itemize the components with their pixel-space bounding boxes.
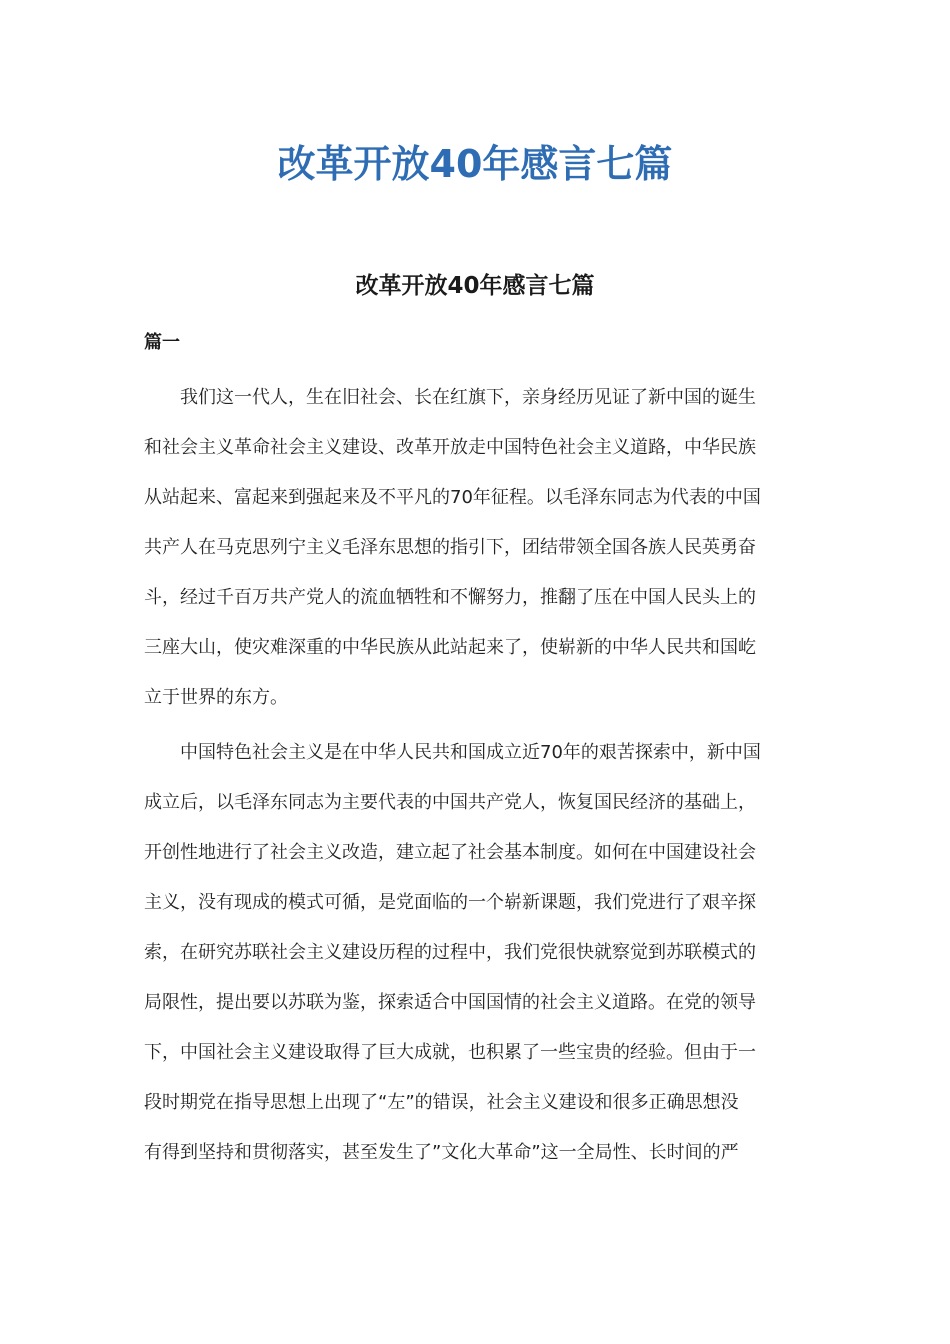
paragraph-line: 斗，经过千百万共产党人的流血牺牲和不懈努力，推翻了压在中国人民头上的 [144, 587, 756, 608]
paragraph-line: 我们这一代人，生在旧社会、长在红旗下，亲身经历见证了新中国的诞生 [144, 387, 756, 408]
paragraph-line: 从站起来、富起来到强起来及不平凡的70年征程。以毛泽东同志为代表的中国 [144, 487, 761, 508]
paragraph-line: 立于世界的东方。 [144, 687, 288, 708]
paragraph-line: 三座大山，使灾难深重的中华民族从此站起来了，使崭新的中华人民共和国屹 [144, 637, 756, 658]
paragraph-line: 中国特色社会主义是在中华人民共和国成立近70年的艰苦探索中，新中国 [144, 742, 761, 763]
paragraph-1 [144, 373, 806, 723]
section-label: 篇一 [144, 332, 180, 353]
main-title: 改革开放40年感言七篇 [277, 142, 673, 186]
paragraph-line: 下，中国社会主义建设取得了巨大成就，也积累了一些宝贵的经验。但由于一 [144, 1042, 756, 1063]
paragraph-line: 索，在研究苏联社会主义建设历程的过程中，我们党很快就察觉到苏联模式的 [144, 942, 756, 963]
paragraph-line: 主义，没有现成的模式可循，是党面临的一个崭新课题，我们党进行了艰辛探 [144, 892, 756, 913]
paragraph-line: 成立后，以毛泽东同志为主要代表的中国共产党人，恢复国民经济的基础上， [144, 792, 756, 813]
paragraph-line: 开创性地进行了社会主义改造，建立起了社会基本制度。如何在中国建设社会 [144, 842, 756, 863]
sub-title: 改革开放40年感言七篇 [355, 273, 595, 299]
paragraph-2 [144, 728, 806, 1178]
paragraph-line: 共产人在马克思列宁主义毛泽东思想的指引下，团结带领全国各族人民英勇奋 [144, 537, 756, 558]
paragraph-line: 段时期党在指导思想上出现了“左”的错误，社会主义建设和很多正确思想没 [144, 1092, 739, 1113]
paragraph-line: 和社会主义革命社会主义建设、改革开放走中国特色社会主义道路，中华民族 [144, 437, 756, 458]
paragraph-line: 有得到坚持和贯彻落实，甚至发生了”文化大革命”这一全局性、长时间的严 [144, 1142, 739, 1163]
paragraph-line: 局限性，提出要以苏联为鉴，探索适合中国国情的社会主义道路。在党的领导 [144, 992, 756, 1013]
